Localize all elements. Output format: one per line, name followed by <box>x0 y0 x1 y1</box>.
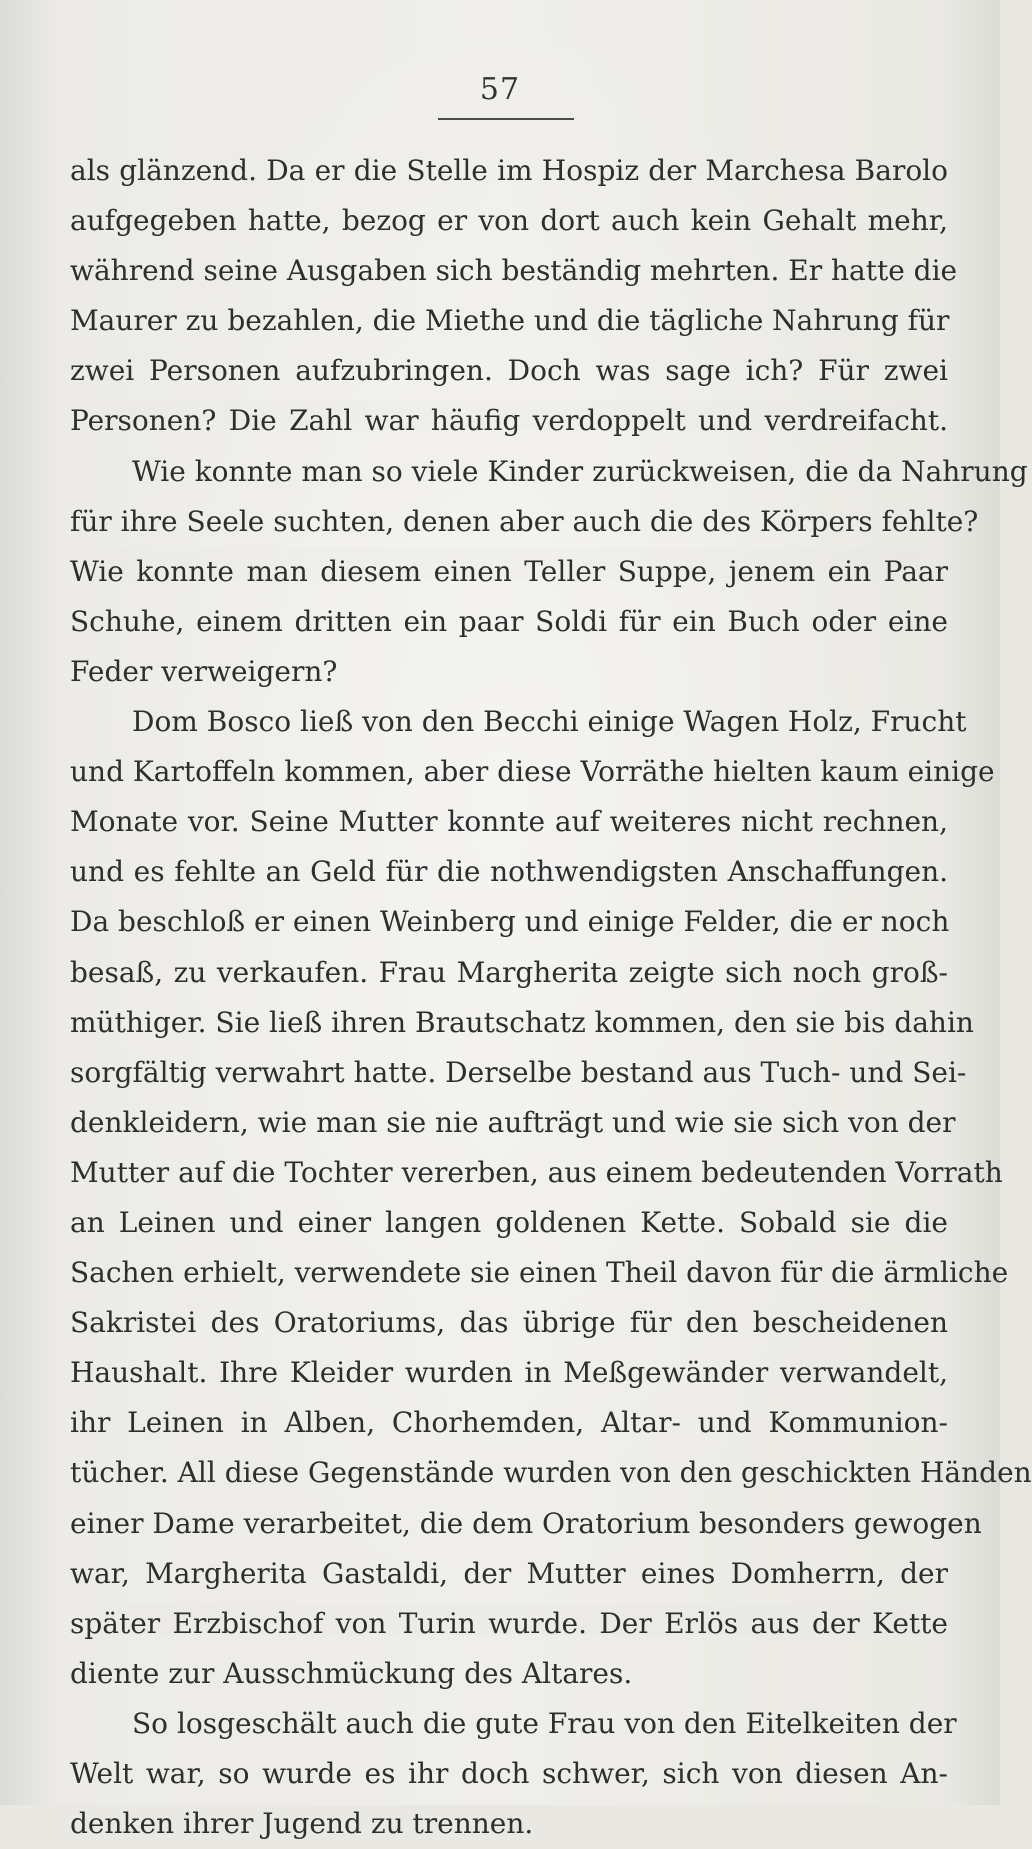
text-line: besaß, zu verkaufen. Frau Margherita zeigte sich noch groß- <box>70 955 948 989</box>
text-line: Maurer zu bezahlen, die Miethe und die tägliche Nahrung für <box>70 304 950 338</box>
text-line: aufgegeben hatte, bezog er von dort auch kein Gehalt mehr, <box>70 204 948 238</box>
text-line: Welt war, so wurde es ihr doch schwer, sich von diesen An- <box>70 1757 948 1790</box>
text-line: an Leinen und einer langen goldenen Kette. Sobald sie die <box>70 1205 948 1239</box>
paragraph-first-line: Dom Bosco ließ von den Becchi einige Wagen Holz, Frucht <box>132 705 967 739</box>
text-line: für ihre Seele suchten, denen aber auch die des Körpers fehlte? <box>70 504 979 538</box>
body-text <box>70 146 1032 1849</box>
text-line: später Erzbischof von Turin wurde. Der Erlös aus der Kette <box>70 1606 948 1640</box>
paragraph-last-line: denken ihrer Jugend zu trennen. <box>70 1807 534 1841</box>
text-line: Personen? Die Zahl war häufig verdoppelt und verdreifacht. <box>70 404 948 438</box>
text-line: Sakristei des Oratoriums, das übrige für den bescheidenen <box>70 1306 948 1340</box>
text-line: ihr Leinen in Alben, Chorhemden, Altar- und Kommunion- <box>70 1406 948 1440</box>
text-line: Da beschloß er einen Weinberg und einige Felder, die er noch <box>70 905 950 939</box>
text-line: denkleidern, wie man sie nie aufträgt und wie sie sich von der <box>70 1105 956 1139</box>
paragraph-first-line: So losgeschält auch die gute Frau von den Eitelkeiten der <box>132 1706 957 1740</box>
text-line: Wie konnte man diesem einen Teller Suppe, jenem ein Paar <box>70 554 948 588</box>
text-line: tücher. All diese Gegenstände wurden von den geschickten Händen <box>70 1456 1032 1490</box>
page-number: 57 <box>479 72 521 107</box>
page-number-rule <box>438 118 574 120</box>
text-line: und es fehlte an Geld für die nothwendigsten Anschaffungen. <box>70 855 948 889</box>
text-line: Monate vor. Seine Mutter konnte auf weiteres nicht rechnen, <box>70 805 948 839</box>
text-line: Haushalt. Ihre Kleider wurden in Meßgewänder verwandelt, <box>70 1356 948 1390</box>
text-line: war, Margherita Gastaldi, der Mutter eines Domherrn, der <box>70 1556 948 1590</box>
text-line: und Kartoffeln kommen, aber diese Vorräthe hielten kaum einige <box>70 755 995 789</box>
text-line: als glänzend. Da er die Stelle im Hospiz der Marchesa Barolo <box>70 154 948 187</box>
text-line: einer Dame verarbeitet, die dem Oratorium besonders gewogen <box>70 1506 982 1540</box>
paragraph-last-line: diente zur Ausschmückung des Altares. <box>70 1656 633 1690</box>
text-line: während seine Ausgaben sich beständig mehrten. Er hatte die <box>70 254 958 288</box>
paragraph-first-line: Wie konnte man so viele Kinder zurückweisen, die da Nahrung <box>132 454 1028 488</box>
text-line: sorgfältig verwahrt hatte. Derselbe bestand aus Tuch- und Sei- <box>70 1055 967 1089</box>
text-line: zwei Personen aufzubringen. Doch was sage ich? Für zwei <box>70 354 948 388</box>
text-line: Mutter auf die Tochter vererben, aus einem bedeutenden Vorrath <box>70 1155 1003 1189</box>
text-line: müthiger. Sie ließ ihren Brautschatz kommen, den sie bis dahin <box>70 1005 974 1039</box>
text-line: Sachen erhielt, verwendete sie einen Theil davon für die ärmliche <box>70 1256 1009 1290</box>
text-line: Schuhe, einem dritten ein paar Soldi für ein Buch oder eine <box>70 604 948 638</box>
paragraph-last-line: Feder verweigern? <box>70 654 338 688</box>
